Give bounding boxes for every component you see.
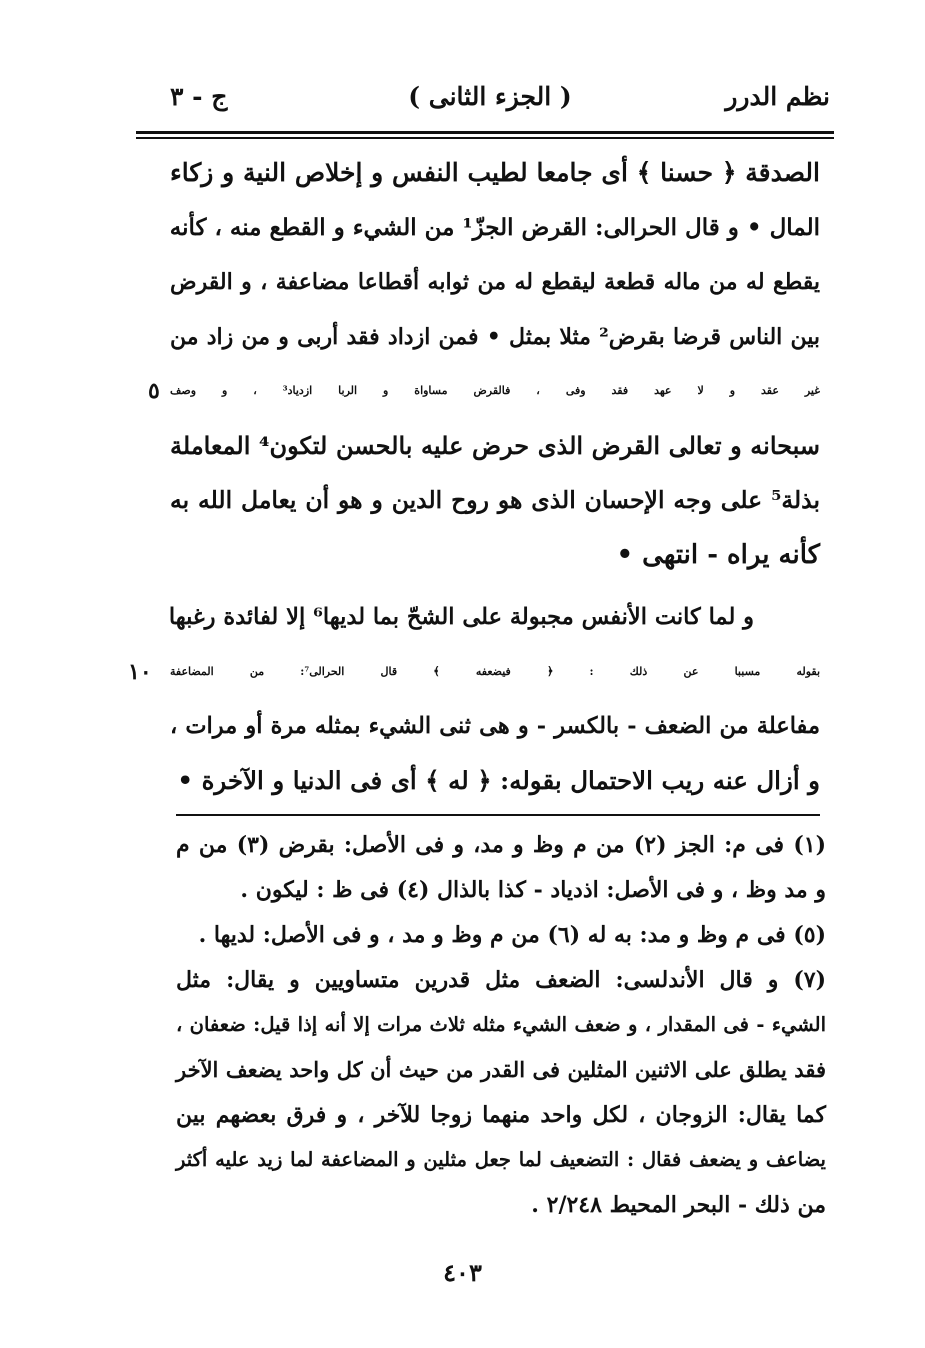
footnotes: [176, 824, 826, 1229]
footnote-line: فقد يطلق على الاثنين المثلين فى القدر من حيث أن كل واحد يضعف الآخر: [176, 1057, 826, 1082]
text-line: يقطع له من ماله قطعة ليقطع له من ثوابه أقطاعا مضاعفة ، و القرض: [170, 269, 820, 295]
footnote-rule: [176, 814, 820, 816]
running-header: [150, 82, 830, 126]
text-line: الصدقة ﴿ حسنا ﴾ أى جامعا لطيب النفس و إخلاص النية و زكاء: [170, 158, 820, 187]
footnote-line: يضاعف و يضعف فقال : التضعيف لما جعل مثلين و المضاعفة لما زيد عليه أكثر: [176, 1148, 826, 1171]
header-rule-thick: [136, 131, 834, 134]
text-line: المال • و قال الحرالى: القرض الجزّ¹ من الشيء و القطع منه ، كأنه: [169, 213, 820, 241]
volume-label: ج - ٣: [170, 82, 228, 111]
part-label: ( الجزء الثانى ): [408, 82, 572, 111]
text-line: كأنه يراه - انتهى •: [616, 539, 820, 570]
text-line: بذلة⁵ على وجه الإحسان الذى هو روح الدين و هو أن يعامل الله به: [170, 486, 820, 514]
footnote-line: من ذلك - البحر المحيط ٢/٢٤٨ .: [531, 1192, 826, 1218]
text-line: سبحانه و تعالى القرض الذى حرض عليه بالحسن لتكون⁴ المعاملة: [170, 430, 820, 460]
page-number: ٤٠٣: [443, 1258, 482, 1287]
main-text: [128, 148, 820, 810]
text-line-with-number: [148, 366, 820, 421]
book-title: نظم الدرر: [725, 82, 830, 111]
header-rule-thin: [136, 137, 834, 139]
footnote-line: (٥) فى م وظ و مد: به له (٦) من م وظ و مد ، و فى الأصل: لديها .: [198, 922, 826, 948]
text-line: غير عقد و لا عهد فقد وفى ، فالقرض مساواة و الربا ازدياد³ ، و وصف: [170, 384, 820, 397]
footnote-line: كما يقال: الزوجان ، لكل واحد منهما زوجا للآخر ، و فرق بعضهم بين: [176, 1102, 826, 1128]
text-line: بين الناس قرضا بقرض² مثلا بمثل • فمن ازداد فقد أربى و من زاد من: [170, 323, 820, 350]
paragraph-gap: [170, 584, 820, 592]
footnote-line: (١) فى م: الجز (٢) من م وظ و مد، و فى الأصل: بقرض (٣) من م: [176, 832, 826, 858]
footnote-line: الشيء - فى المقدار ، و ضعف الشيء مثله ثلاث مرات إلا أنه إذا قيل: ضعفان ،: [176, 1013, 826, 1036]
line-number-5: ٥: [148, 378, 160, 404]
text-line: مفاعلة من الضعف - بالكسر - و هى ثنى الشيء بمثله مرة أو مرات ،: [170, 713, 820, 739]
footnote-line: (٧) و قال الأندلسى: الضعف مثل قدرين متساويين و يقال: مثل: [176, 967, 826, 993]
footnote-line: و مد وظ ، و فى الأصل: اذدياد - كذا بالذال (٤) فى ظ : ليكون .: [240, 877, 826, 903]
text-line: و لما كانت الأنفس مجبولة على الشحّ بما لديها⁶ إلا لفائدة رغبها: [168, 604, 754, 630]
line-number-10: ١٠: [128, 658, 152, 685]
text-line-with-number: [128, 647, 820, 702]
text-line: بقوله مسببا عن ذلك : ﴿ فيضعفه ﴾ قال الحرالى⁷: من المضاعفة: [170, 664, 820, 678]
text-line: و أزال عنه ريب الاحتمال بقوله: ﴿ له ﴾ أى فى الدنيا و الآخرة •: [177, 765, 820, 795]
